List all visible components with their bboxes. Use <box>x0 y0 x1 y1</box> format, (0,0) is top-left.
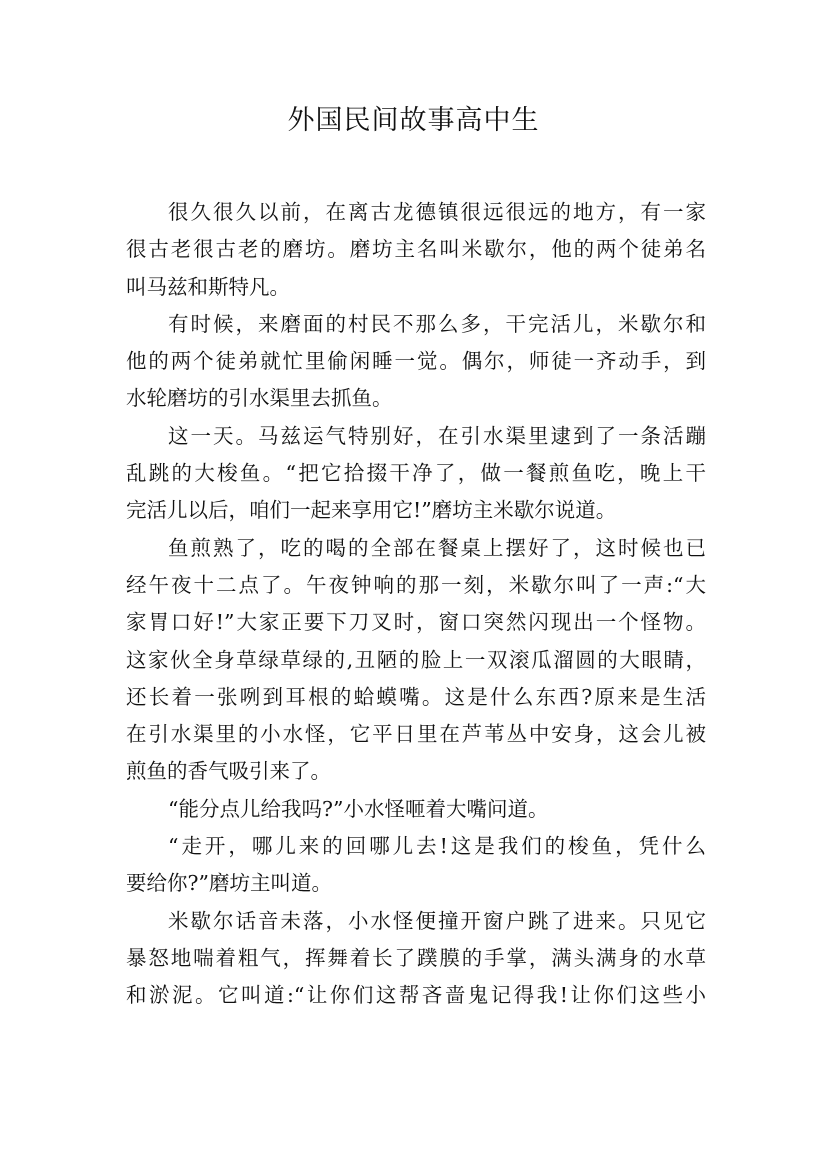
text-line: 完活儿以后，咱们一起来享用它!”磨坊主米歇尔说道。 <box>126 498 617 523</box>
text-line: 要给你?”磨坊主叫道。 <box>126 871 332 896</box>
text-line: “能分点儿给我吗?”小水怪咂着大嘴问道。 <box>168 796 549 821</box>
document-body <box>126 194 706 1015</box>
text-line: 水轮磨坊的引水渠里去抓鱼。 <box>126 386 393 411</box>
text-line: 家胃口好!”大家正要下刀叉时，窗口突然闪现出一个怪物。 <box>126 610 706 635</box>
text-line: 乱跳的大梭鱼。“把它拾掇干净了，做一餐煎鱼吃，晚上干 <box>126 461 706 486</box>
document-title: 外国民间故事高中生 <box>287 105 540 136</box>
text-line: 米歇尔话音未落，小水怪便撞开窗户跳了进来。只见它 <box>168 908 706 933</box>
text-line: 这一天。马兹运气特别好，在引水渠里逮到了一条活蹦 <box>168 423 706 448</box>
text-line: 暴怒地喘着粗气，挥舞着长了蹼膜的手掌，满头满身的水草 <box>126 945 706 970</box>
text-line: 经午夜十二点了。午夜钟响的那一刻，米歇尔叫了一声:“大 <box>126 572 706 597</box>
text-line: 在引水渠里的小水怪，它平日里在芦苇丛中安身，这会儿被 <box>126 722 706 747</box>
text-line: “走开，哪儿来的回哪儿去!这是我们的梭鱼，凭什么 <box>168 834 706 859</box>
text-line: 和淤泥。它叫道:“让你们这帮吝啬鬼记得我!让你们这些小 <box>126 983 706 1008</box>
text-line: 鱼煎熟了，吃的喝的全部在餐桌上摆好了，这时候也已 <box>168 535 706 560</box>
text-line: 这家伙全身草绿草绿的,丑陋的脸上一双滚瓜溜圆的大眼睛， <box>126 647 706 672</box>
text-line: 有时候，来磨面的村民不那么多，干完活儿，米歇尔和 <box>168 311 706 336</box>
text-line: 还长着一张咧到耳根的蛤蟆嘴。这是什么东西?原来是生活 <box>126 684 706 709</box>
text-line: 叫马兹和斯特凡。 <box>126 274 290 299</box>
text-line: 煎鱼的香气吸引来了。 <box>126 759 331 784</box>
text-line: 很古老很古老的磨坊。磨坊主名叫米歇尔，他的两个徒弟名 <box>126 237 706 262</box>
text-line: 很久很久以前，在离古龙德镇很远很远的地方，有一家 <box>168 200 706 224</box>
text-line: 他的两个徒弟就忙里偷闲睡一觉。偶尔，师徒一齐动手，到 <box>126 349 706 374</box>
